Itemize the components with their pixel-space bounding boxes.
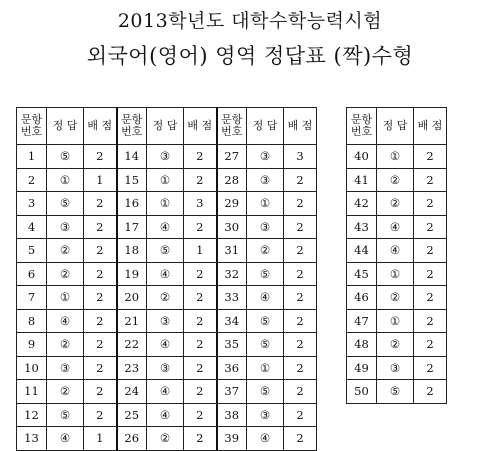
answer-value: ② <box>47 239 84 263</box>
points-value: 2 <box>184 356 217 380</box>
question-number: 4 <box>17 215 47 239</box>
points-value: 2 <box>414 262 447 286</box>
points-value: 2 <box>184 333 217 357</box>
points-value: 2 <box>184 215 217 239</box>
question-number: 22 <box>117 333 147 357</box>
table-row <box>347 333 447 357</box>
answer-value: ② <box>377 192 414 216</box>
question-number: 7 <box>17 286 47 310</box>
question-number: 5 <box>17 239 47 263</box>
question-number: 11 <box>17 380 47 404</box>
question-number: 41 <box>347 168 377 192</box>
points-value: 2 <box>284 192 317 216</box>
table-row <box>17 333 317 357</box>
points-value: 2 <box>84 309 117 333</box>
table-row <box>347 239 447 263</box>
points-value: 2 <box>84 380 117 404</box>
points-value: 2 <box>414 239 447 263</box>
answer-value: ⑤ <box>47 145 84 169</box>
answer-value: ⑤ <box>247 333 284 357</box>
answer-value: ⑤ <box>247 309 284 333</box>
answer-value: ③ <box>47 356 84 380</box>
question-number: 29 <box>217 192 247 216</box>
answer-value: ② <box>147 286 184 310</box>
table-row <box>17 192 317 216</box>
question-number: 44 <box>347 239 377 263</box>
table-row <box>17 356 317 380</box>
points-value: 2 <box>414 333 447 357</box>
answer-value: ③ <box>377 356 414 380</box>
points-value: 2 <box>284 356 317 380</box>
header-number: 문항 번호 <box>117 108 147 145</box>
answer-value: ④ <box>377 215 414 239</box>
answer-value: ③ <box>247 403 284 427</box>
table-row <box>347 192 447 216</box>
points-value: 2 <box>414 168 447 192</box>
answer-value: ④ <box>247 427 284 451</box>
points-value: 2 <box>84 262 117 286</box>
header-points: 배 점 <box>84 108 117 145</box>
answer-value: ④ <box>147 262 184 286</box>
question-number: 3 <box>17 192 47 216</box>
points-value: 2 <box>284 380 317 404</box>
answer-value: ⑤ <box>247 380 284 404</box>
question-number: 20 <box>117 286 147 310</box>
points-value: 2 <box>184 309 217 333</box>
answer-value: ① <box>147 192 184 216</box>
points-value: 2 <box>414 145 447 169</box>
question-number: 32 <box>217 262 247 286</box>
points-value: 2 <box>84 192 117 216</box>
question-number: 1 <box>17 145 47 169</box>
answer-value: ⑤ <box>47 192 84 216</box>
question-number: 15 <box>117 168 147 192</box>
table-row <box>17 403 317 427</box>
table-row <box>17 215 317 239</box>
question-number: 46 <box>347 286 377 310</box>
points-value: 2 <box>284 215 317 239</box>
answer-value: ① <box>247 356 284 380</box>
points-value: 2 <box>284 168 317 192</box>
question-number: 10 <box>17 356 47 380</box>
points-value: 1 <box>84 168 117 192</box>
points-value: 2 <box>284 286 317 310</box>
question-number: 18 <box>117 239 147 263</box>
points-value: 2 <box>414 286 447 310</box>
table-row <box>17 286 317 310</box>
table-row <box>17 309 317 333</box>
answer-table-1-39 <box>16 107 317 451</box>
points-value: 2 <box>284 309 317 333</box>
question-number: 34 <box>217 309 247 333</box>
answer-value: ⑤ <box>47 403 84 427</box>
points-value: 2 <box>184 286 217 310</box>
answer-value: ⑤ <box>247 262 284 286</box>
answer-value: ② <box>247 239 284 263</box>
header-points: 배 점 <box>184 108 217 145</box>
answer-value: ② <box>47 262 84 286</box>
question-number: 27 <box>217 145 247 169</box>
header-number: 문항 번호 <box>17 108 47 145</box>
question-number: 45 <box>347 262 377 286</box>
question-number: 24 <box>117 380 147 404</box>
points-value: 2 <box>414 192 447 216</box>
question-number: 35 <box>217 333 247 357</box>
answer-value: ④ <box>47 309 84 333</box>
question-number: 9 <box>17 333 47 357</box>
question-number: 31 <box>217 239 247 263</box>
answer-value: ④ <box>147 333 184 357</box>
question-number: 42 <box>347 192 377 216</box>
answer-table-40-50 <box>346 107 447 404</box>
points-value: 2 <box>184 168 217 192</box>
points-value: 2 <box>84 356 117 380</box>
table-row <box>347 168 447 192</box>
header-row <box>347 108 447 145</box>
answer-value: ④ <box>377 239 414 263</box>
question-number: 50 <box>347 380 377 404</box>
answer-value: ⑤ <box>147 239 184 263</box>
table-row <box>347 262 447 286</box>
table-row <box>17 239 317 263</box>
points-value: 2 <box>84 215 117 239</box>
points-value: 2 <box>414 356 447 380</box>
answer-value: ① <box>147 168 184 192</box>
question-number: 17 <box>117 215 147 239</box>
answer-value: ② <box>377 168 414 192</box>
exam-title: 2013학년도 대학수학능력시험 <box>117 10 383 32</box>
points-value: 2 <box>184 262 217 286</box>
points-value: 3 <box>284 145 317 169</box>
table-row <box>347 356 447 380</box>
points-value: 2 <box>84 333 117 357</box>
header-answer: 정 답 <box>47 108 84 145</box>
question-number: 28 <box>217 168 247 192</box>
points-value: 2 <box>184 380 217 404</box>
answer-value: ② <box>377 333 414 357</box>
header-answer: 정 답 <box>147 108 184 145</box>
answer-value: ③ <box>247 215 284 239</box>
question-number: 14 <box>117 145 147 169</box>
question-number: 37 <box>217 380 247 404</box>
question-number: 21 <box>117 309 147 333</box>
header-row <box>17 108 317 145</box>
answer-value: ② <box>47 380 84 404</box>
header-answer: 정 답 <box>377 108 414 145</box>
points-value: 2 <box>414 309 447 333</box>
question-number: 25 <box>117 403 147 427</box>
answer-value: ④ <box>147 215 184 239</box>
answer-value: ② <box>147 427 184 451</box>
table-row <box>17 262 317 286</box>
question-number: 43 <box>347 215 377 239</box>
points-value: 2 <box>84 286 117 310</box>
answer-value: ⑤ <box>377 380 414 404</box>
answer-value: ① <box>377 262 414 286</box>
question-number: 30 <box>217 215 247 239</box>
answer-value: ① <box>377 309 414 333</box>
points-value: 2 <box>284 403 317 427</box>
question-number: 47 <box>347 309 377 333</box>
table-row <box>17 145 317 169</box>
points-value: 2 <box>284 427 317 451</box>
answer-value: ③ <box>147 309 184 333</box>
question-number: 26 <box>117 427 147 451</box>
answer-value: ② <box>47 333 84 357</box>
answer-value: ④ <box>147 403 184 427</box>
answer-value: ③ <box>147 356 184 380</box>
points-value: 2 <box>284 333 317 357</box>
points-value: 1 <box>84 427 117 451</box>
answer-value: ④ <box>247 286 284 310</box>
question-number: 8 <box>17 309 47 333</box>
table-row <box>17 168 317 192</box>
question-number: 40 <box>347 145 377 169</box>
answer-value: ① <box>247 192 284 216</box>
points-value: 2 <box>84 239 117 263</box>
question-number: 48 <box>347 333 377 357</box>
header-points: 배 점 <box>414 108 447 145</box>
points-value: 2 <box>284 262 317 286</box>
table-row <box>347 286 447 310</box>
points-value: 2 <box>414 215 447 239</box>
table-row <box>17 380 317 404</box>
answer-value: ② <box>377 286 414 310</box>
section-title: 외국어(영어) 영역 정답표 (짝)수형 <box>86 44 414 68</box>
question-number: 33 <box>217 286 247 310</box>
question-number: 16 <box>117 192 147 216</box>
points-value: 2 <box>284 239 317 263</box>
question-number: 2 <box>17 168 47 192</box>
points-value: 1 <box>184 239 217 263</box>
points-value: 2 <box>414 380 447 404</box>
answer-value: ④ <box>147 380 184 404</box>
question-number: 36 <box>217 356 247 380</box>
answer-value: ④ <box>47 427 84 451</box>
header-number: 문항 번호 <box>347 108 377 145</box>
answer-value: ① <box>377 145 414 169</box>
header-number: 문항 번호 <box>217 108 247 145</box>
header-points: 배 점 <box>284 108 317 145</box>
answer-value: ① <box>47 286 84 310</box>
points-value: 2 <box>184 145 217 169</box>
answer-value: ③ <box>247 145 284 169</box>
question-number: 49 <box>347 356 377 380</box>
header-answer: 정 답 <box>247 108 284 145</box>
answer-value: ③ <box>47 215 84 239</box>
answer-value: ③ <box>147 145 184 169</box>
question-number: 23 <box>117 356 147 380</box>
points-value: 2 <box>184 427 217 451</box>
points-value: 2 <box>184 403 217 427</box>
table-row <box>347 309 447 333</box>
question-number: 13 <box>17 427 47 451</box>
question-number: 6 <box>17 262 47 286</box>
question-number: 38 <box>217 403 247 427</box>
question-number: 12 <box>17 403 47 427</box>
points-value: 2 <box>84 145 117 169</box>
table-row <box>347 145 447 169</box>
question-number: 19 <box>117 262 147 286</box>
table-row <box>347 380 447 404</box>
answer-value: ③ <box>247 168 284 192</box>
table-row <box>347 215 447 239</box>
points-value: 2 <box>84 403 117 427</box>
question-number: 39 <box>217 427 247 451</box>
answer-value: ① <box>47 168 84 192</box>
points-value: 3 <box>184 192 217 216</box>
table-row <box>17 427 317 451</box>
